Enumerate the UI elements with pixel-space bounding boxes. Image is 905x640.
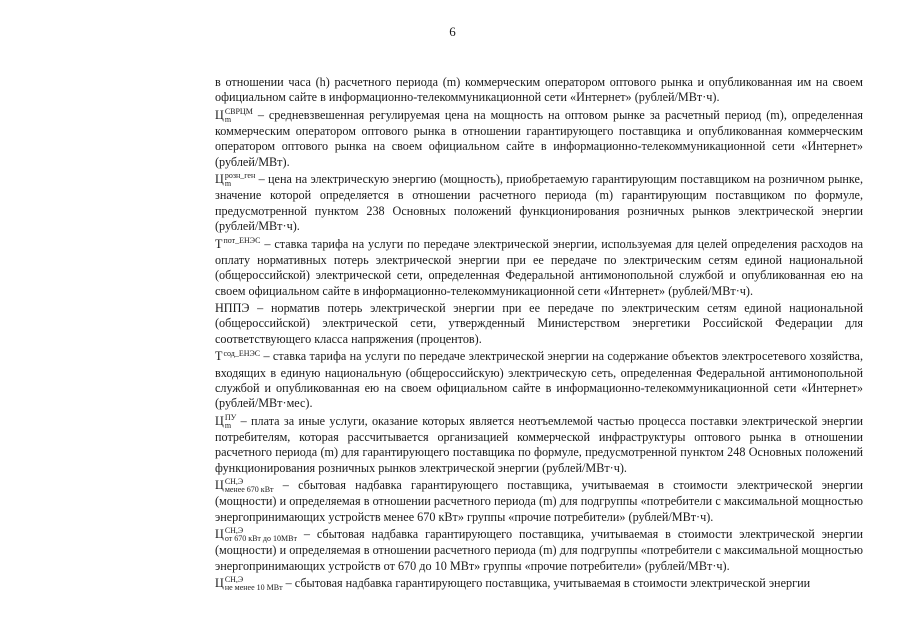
symbol-base: Ц	[215, 527, 224, 542]
page-number: 6	[449, 24, 456, 39]
paragraph-text: в отношении часа (h) расчетного периода (m) коммерческим оператором оптового рынка и опубликованная им на своем официальном сайте в информационно-телекоммуникационной сети «Интернет» (рублей/МВт·ч).	[215, 75, 863, 105]
paragraph	[215, 349, 863, 411]
formula-symbol	[215, 171, 256, 189]
paragraph-text: – средневзвешенная регулируемая цена на мощность на оптовом рынке за расчетный период (m), определенная коммерческим оператором оптового рынка в отношении гарантирующего поставщика и опубликованная коммерческим оператором оптового рынка на своем официальном сайте в информационно-телекоммуникационной сети «Интернет» (рублей/МВт).	[215, 107, 863, 169]
paragraph-text: НППЭ – норматив потерь электрической энергии при ее передаче по электрическим сетям единой национальной (общероссийской) электрической сети, утвержденный Министерством энергетики Российской Федерации для соответствующего класса напряжения (процентов).	[215, 301, 863, 346]
symbol-superscript: пот_ЕНЭС	[223, 235, 261, 245]
formula-symbol	[215, 477, 274, 495]
symbol-subscript	[223, 358, 260, 366]
paragraph-text: – сбытовая надбавка гарантирующего поставщика, учитываемая в стоимости электрической энергии (мощности) и определяемая в отношении расчетного периода (m) для подгруппы «потребители с максимальной мощностью энергопринимающих устройств менее 670 кВт» группы «прочие потребители» (рублей/МВт·ч).	[215, 478, 864, 524]
symbol-superscript: ПУ	[224, 412, 237, 422]
symbol-superscript: сод_ЕНЭС	[223, 348, 261, 358]
paragraph	[215, 237, 863, 299]
paragraph	[215, 478, 863, 525]
symbol-superscript: СН,Э	[224, 575, 244, 585]
formula-symbol	[215, 107, 253, 125]
formula-symbol	[215, 575, 283, 593]
paragraph	[215, 414, 863, 476]
paragraph-text: – сбытовая надбавка гарантирующего поставщика, учитываемая в стоимости электрической энергии (мощности) и определяемая в отношении расчетного периода (m) для подгруппы «потребители с максимальной мощностью энергопринимающих устройств от 670 до 10 МВт» группы «прочие потребители» (рублей/МВт·ч).	[215, 527, 863, 573]
paragraph-text: – ставка тарифа на услуги по передаче электрической энергии на содержание объектов электросетевого хозяйства, входящих в единую национальную (общероссийскую) электрическую сеть, определенная Федеральной антимонопольной службой и опубликованная ею на своем официальном сайте в информационно-телекоммуникационной сети «Интернет» (рублей/МВт·мес).	[215, 349, 863, 411]
paragraph	[215, 108, 863, 170]
paragraph-text: – ставка тарифа на услуги по передаче электрической энергии, используемая для целей определения расходов на оплату нормативных потерь электрической энергии при ее передаче по электрическим сетям единой национальной (общероссийской) электрической сети, определенная Федеральной антимонопольной службой и опубликованная ею на своем официальном сайте в информационно-телекоммуникационной сети «Интернет» (рублей/МВт·ч).	[215, 236, 863, 298]
symbol-subscript	[223, 245, 260, 253]
symbol-superscript: розн_ген	[224, 171, 256, 181]
symbol-subscript: не менее 10 МВт	[224, 583, 283, 593]
paragraph	[215, 75, 863, 106]
symbol-superscript: СВРЦМ	[224, 107, 253, 117]
paragraph	[215, 527, 863, 574]
symbol-base: Ц	[215, 576, 224, 591]
paragraph-text: – сбытовая надбавка гарантирующего поставщика, учитываемая в стоимости электрической энергии	[285, 576, 811, 591]
symbol-superscript: СН,Э	[224, 477, 244, 487]
symbol-base: T	[215, 349, 223, 364]
paragraph-text: – плата за иные услуги, оказание которых является неотъемлемой частью процесса поставки электрической энергии потребителям, которая рассчитывается организацией коммерческой инфраструктуры оптового рынка в отношении расчетного периода (m) для гарантирующего поставщика по формуле, предусмотренной пунктом 248 Основных положений функционирования розничных рынков электрической энергии (рублей/МВт·ч).	[215, 413, 864, 475]
symbol-base: Ц	[215, 413, 224, 428]
formula-symbol	[215, 349, 260, 363]
document-body	[215, 75, 863, 594]
formula-symbol	[215, 526, 297, 544]
formula-symbol	[215, 414, 236, 428]
formula-symbol	[215, 237, 260, 251]
symbol-subscript: m	[224, 420, 232, 430]
symbol-base: T	[215, 236, 223, 251]
paragraph-text: – цена на электрическую энергию (мощность), приобретаемую гарантирующим поставщиком на розничном рынке, значение которой определяется в отношении расчетного периода (m) гарантирующим поставщиком по формуле, предусмотренной пунктом 238 Основных положений функционирования розничных рынков электрической энергии (рублей/МВт·ч).	[215, 172, 863, 234]
symbol-base: Ц	[215, 172, 224, 187]
symbol-subscript: менее 670 кВт	[224, 485, 274, 495]
symbol-superscript: СН,Э	[224, 526, 244, 536]
symbol-base: Ц	[215, 107, 224, 122]
paragraph	[215, 301, 863, 347]
paragraph	[215, 576, 863, 592]
symbol-base: Ц	[215, 478, 224, 493]
symbol-subscript: m	[224, 115, 232, 125]
paragraph	[215, 172, 863, 234]
symbol-subscript: от 670 кВт до 10МВт	[224, 534, 297, 544]
symbol-subscript: m	[224, 179, 232, 189]
